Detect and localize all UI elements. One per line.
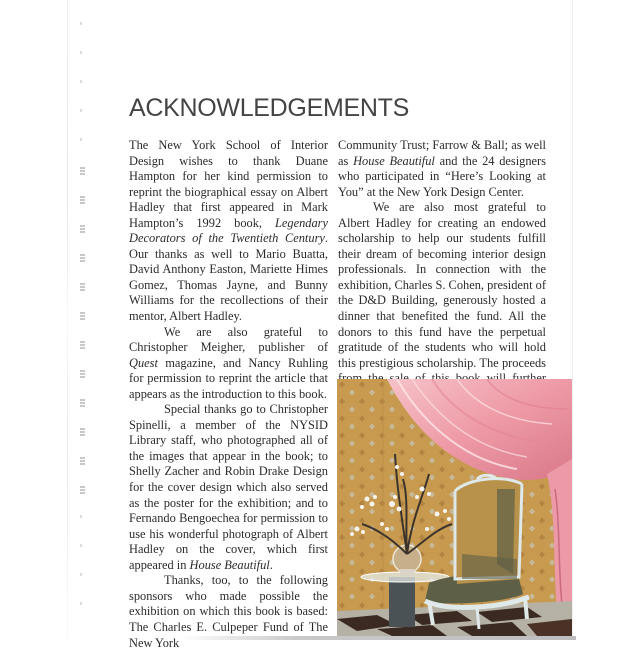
paragraph-1: The New York School of Interior Design wishes to thank Duane Hampton for her kind permission to reprint the biographical essay on Albert Hadley that first appeared in Mark Hampton’s 1992 book, Legendary Decorators of the Twentieth Century. Our thanks as well to Mario Buatta, David Anthony Easton, Mariette Himes Gomez, Thomas Jayne, and Bunny Williams for the recollections of their mentor, Albert Hadley. [129, 138, 328, 324]
page-shadow [180, 636, 576, 640]
page-edge [572, 0, 573, 636]
paragraph-4: Thanks, too, to the following sponsors who made possible the exhibition on which this book is based: The Charles E. Culpeper Fund of The New York [129, 573, 328, 650]
paragraph-5: Community Trust; Farrow & Ball; as well as House Beautiful and the 24 designers who participated in “Here’s Looking at You” at the New York Design Center. [338, 138, 547, 199]
paragraph-2: We are also grateful to Christopher Meigher, publisher of Quest magazine, and Nancy Ruhling for permission to reprint the article that appears as the introduction to this book. [129, 324, 328, 401]
pedestal-table [389, 577, 415, 627]
left-column [129, 138, 328, 651]
paragraph-3: Special thanks go to Christopher Spinelli, a member of the NYSID Library staff, who photographed all of the images that appear in the book; to Shelly Zacher and Robin Drake Design for the cover design which also served as the poster for the exhibition; and to Fernando Bengoechea for permission to use his wonderful photograph of Albert Hadley on the cover, which first appeared in House Beautiful. [129, 402, 328, 572]
spiral-binding [76, 0, 92, 640]
right-column [338, 138, 546, 402]
page-title: ACKNOWLEDGEMENTS [129, 94, 409, 122]
spine-line [67, 0, 68, 640]
interior-painting [337, 379, 572, 636]
paragraph-6: We are also most grateful to Albert Hadley for creating an endowed scholarship to help our students fulfill their dream of becoming interior design professionals. In connection with the exhibition, Charles S. Cohen, president of the D&D Building, generously hosted a dinner that benefited the fund. All the donors to this fund have the perpetual gratitude of the students who will hold this prestigious scholarship. The proceeds [338, 200, 546, 370]
